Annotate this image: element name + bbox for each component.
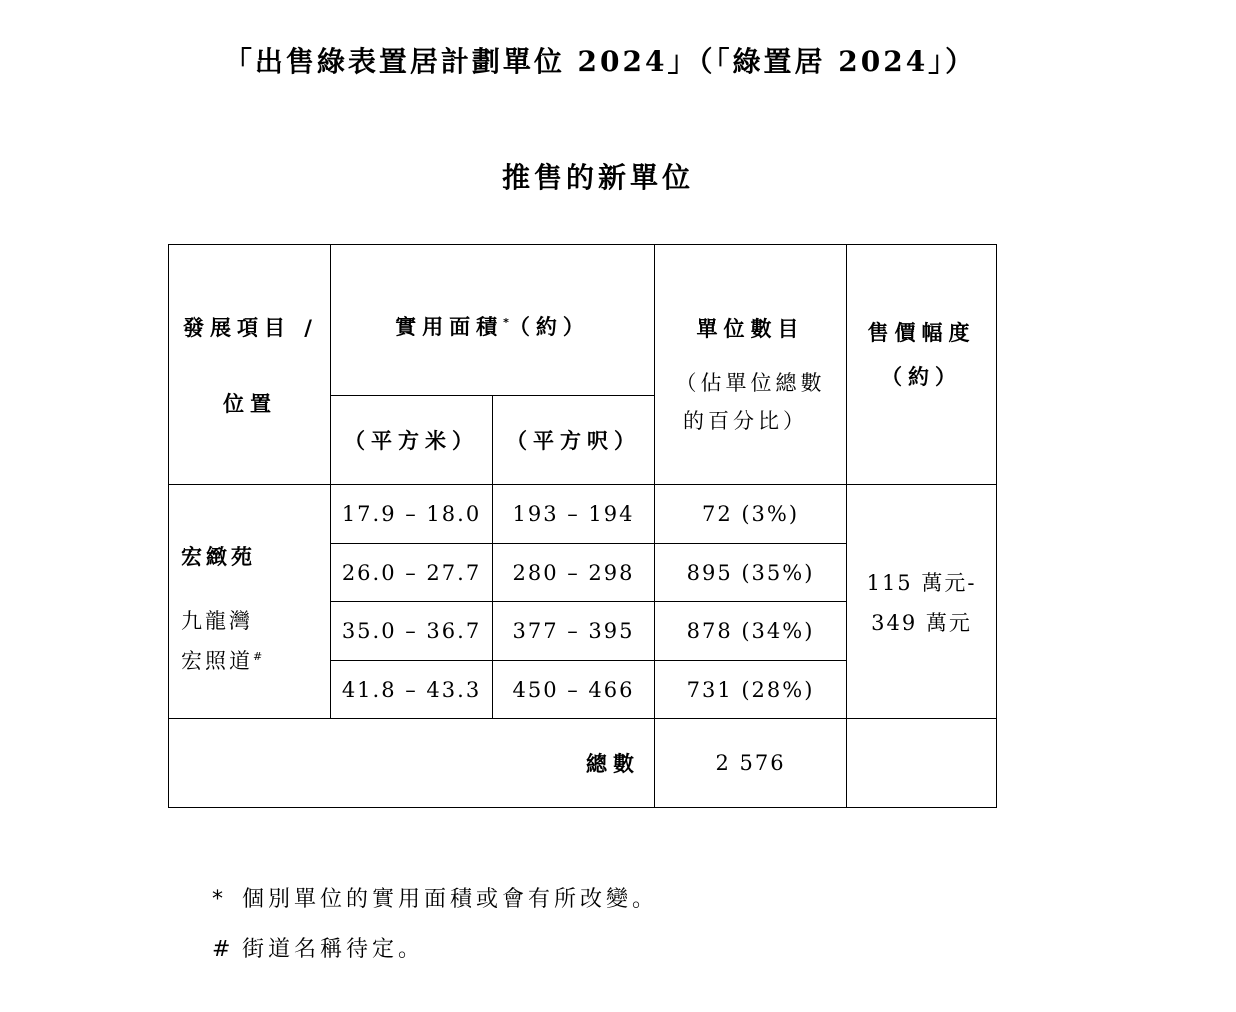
header-units: 單位數目 （佔單位總數 的百分比） bbox=[655, 245, 847, 485]
footnotes bbox=[212, 880, 658, 980]
document-title: 「出售綠表置居計劃單位 2024」（「綠置居 2024」） bbox=[223, 45, 977, 78]
units-table bbox=[168, 244, 997, 808]
row-1-sqft: 193 – 194 bbox=[493, 485, 655, 544]
row-1-sqm: 17.9 – 18.0 bbox=[331, 485, 493, 544]
footnote-mark: # bbox=[212, 937, 235, 962]
footnote-text: 街道名稱待定。 bbox=[242, 937, 425, 962]
footnote-area bbox=[212, 880, 658, 930]
row-3-sqft: 377 – 395 bbox=[493, 602, 655, 661]
row-4-sqft: 450 – 466 bbox=[493, 661, 655, 719]
row-2-sqm: 26.0 – 27.7 bbox=[331, 544, 493, 602]
header-price: 售價幅度 （約） bbox=[847, 245, 997, 485]
total-price-empty bbox=[847, 719, 997, 808]
footnote-mark: * bbox=[212, 887, 227, 912]
development-location-1: 九龍灣 bbox=[181, 609, 253, 633]
row-1-units: 72 (3%) bbox=[655, 485, 847, 544]
row-3-sqm: 35.0 – 36.7 bbox=[331, 602, 493, 661]
header-sqft: （平方呎） bbox=[493, 396, 655, 485]
header-development: 發展項目 / 位置 bbox=[169, 245, 331, 485]
footnote-text: 個別單位的實用面積或會有所改變。 bbox=[242, 887, 659, 912]
header-sqm: （平方米） bbox=[331, 396, 493, 485]
row-2-units: 895 (35%) bbox=[655, 544, 847, 602]
row-4-sqm: 41.8 – 43.3 bbox=[331, 661, 493, 719]
row-3-units: 878 (34%) bbox=[655, 602, 847, 661]
header-area: 實用面積*（約） bbox=[331, 245, 655, 396]
table-subtitle: 推售的新單位 bbox=[501, 161, 694, 194]
development-name: 宏緻苑 bbox=[181, 545, 256, 569]
total-value: 2 576 bbox=[655, 719, 847, 808]
development-location-2: 宏照道# bbox=[181, 649, 263, 673]
footnote-street bbox=[212, 930, 658, 980]
area-footnote-mark: * bbox=[503, 316, 509, 329]
price-range-cell: 115 萬元- 349 萬元 bbox=[847, 485, 997, 719]
row-4-units: 731 (28%) bbox=[655, 661, 847, 719]
development-cell bbox=[169, 485, 331, 719]
total-label: 總數 bbox=[169, 719, 655, 808]
location-footnote-mark: # bbox=[253, 650, 263, 663]
row-2-sqft: 280 – 298 bbox=[493, 544, 655, 602]
